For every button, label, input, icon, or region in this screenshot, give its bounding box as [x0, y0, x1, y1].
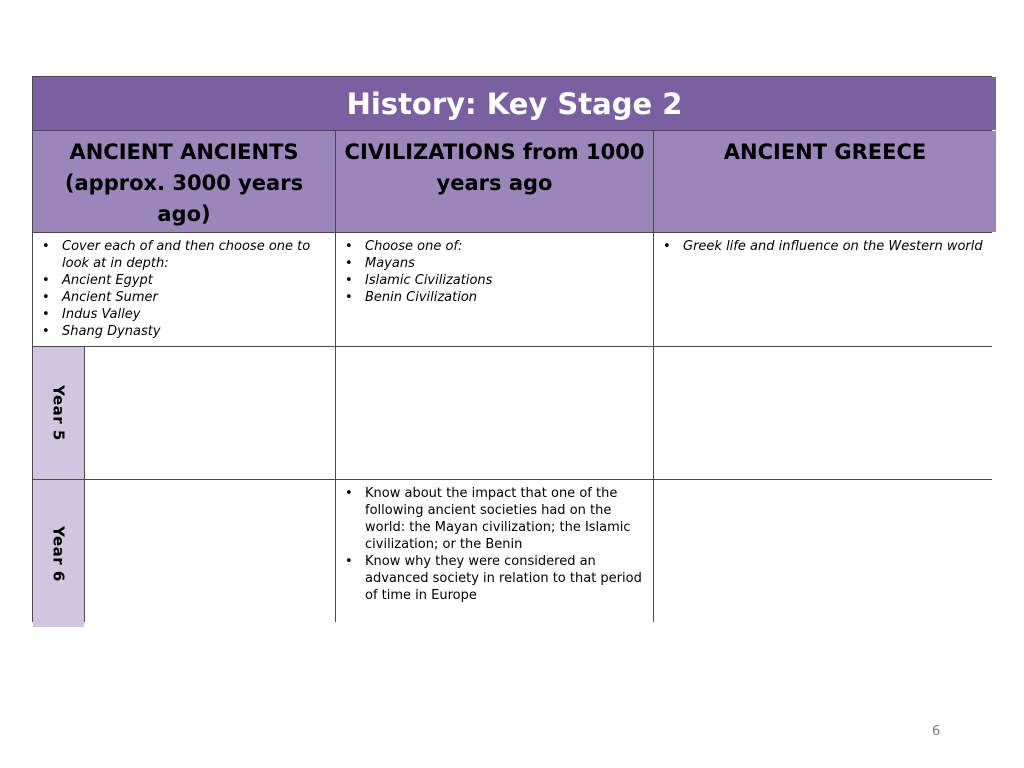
overview-list — [344, 238, 647, 306]
column-header-ancient-greece: ANCIENT GREECE — [654, 131, 996, 232]
year-6-objectives-list — [344, 485, 647, 604]
list-item: • Cover each of and then choose one to look at in depth: — [41, 238, 329, 272]
page-number: 6 — [932, 724, 941, 739]
overview-cell-ancient-ancients — [33, 233, 335, 346]
list-item: • Ancient Egypt — [41, 272, 329, 289]
list-item: • Ancient Sumer — [41, 289, 329, 306]
list-item: • Mayans — [344, 255, 647, 272]
year-6-ancient-ancients-cell — [85, 480, 335, 627]
list-item: • Shang Dynasty — [41, 323, 329, 340]
table-title: History: Key Stage 2 — [33, 77, 996, 130]
column-header-civilizations: CIVILIZATIONS from 1000 years ago — [336, 131, 653, 232]
overview-list — [41, 238, 329, 340]
list-item: • Know why they were considered an advanced society in relation to that period of time in Europe — [344, 553, 647, 604]
curriculum-table — [32, 76, 992, 622]
list-item: • Islamic Civilizations — [344, 272, 647, 289]
year-6-ancient-greece-cell — [654, 480, 996, 627]
overview-list — [662, 238, 990, 255]
list-item: • Choose one of: — [344, 238, 647, 255]
year-5-civilizations-cell — [336, 347, 653, 479]
year-6-label: Year 6 — [49, 525, 68, 582]
overview-cell-civilizations — [336, 233, 653, 346]
year-label-cell — [33, 347, 84, 479]
year-5-ancient-greece-cell — [654, 347, 996, 479]
list-item: • Know about the impact that one of the following ancient societies had on the world: the Mayan civilization; the Islamic civilization; or the Benin — [344, 485, 647, 553]
year-5-ancient-ancients-cell — [85, 347, 335, 479]
list-item: • Indus Valley — [41, 306, 329, 323]
list-item: • Greek life and influence on the Western world — [662, 238, 990, 255]
column-header-ancient-ancients: ANCIENT ANCIENTS (approx. 3000 years ago) — [33, 131, 335, 232]
year-label-cell — [33, 480, 84, 627]
year-5-label: Year 5 — [49, 385, 68, 441]
year-6-civilizations-cell — [336, 480, 653, 627]
list-item: • Benin Civilization — [344, 289, 647, 306]
overview-cell-ancient-greece — [654, 233, 996, 346]
